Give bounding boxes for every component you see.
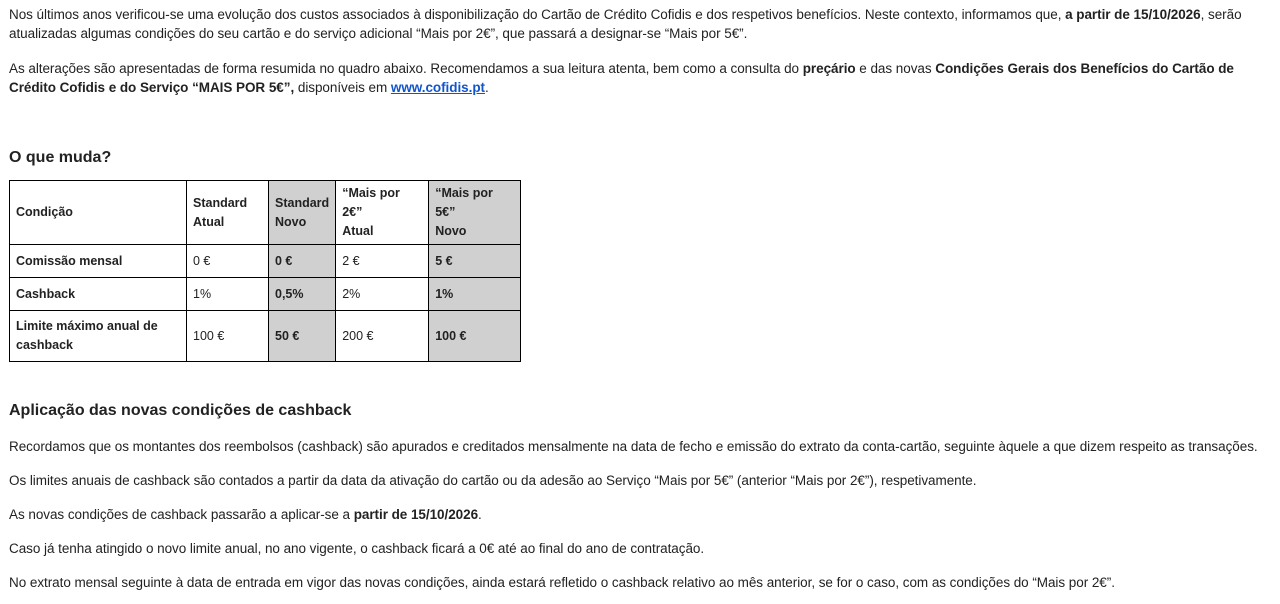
header-label: “Mais por 2€” bbox=[342, 186, 400, 219]
header-label: Atual bbox=[193, 214, 225, 229]
apply-heading: Aplicação das novas condições de cashback bbox=[9, 402, 352, 419]
cell-standard-new: 0,5% bbox=[269, 278, 336, 311]
header-condition bbox=[10, 181, 187, 245]
header-mais2-current bbox=[336, 181, 429, 245]
cofidis-link[interactable]: www.cofidis.pt bbox=[390, 80, 485, 95]
cell-standard-current: 1% bbox=[187, 278, 269, 311]
row-label: Limite máximo anual de cashback bbox=[10, 311, 187, 362]
changes-table-wrap bbox=[9, 180, 521, 362]
cell-mais2-current: 2 € bbox=[336, 245, 429, 278]
apply-paragraph-2: Os limites anuais de cashback são contados a partir da data da ativação do cartão ou da adesão ao Serviço “Mais por 5€” (anterior “Mais por 2€”), respetivamente. bbox=[9, 473, 977, 488]
effective-date-bold: a partir de 15/10/2026 bbox=[1065, 7, 1201, 22]
cell-standard-new: 50 € bbox=[269, 311, 336, 362]
apply-paragraph-3 bbox=[9, 505, 482, 524]
apply-text: . bbox=[478, 507, 482, 522]
cell-standard-current: 0 € bbox=[187, 245, 269, 278]
cell-mais5-new: 5 € bbox=[429, 245, 521, 278]
cell-mais5-new: 1% bbox=[429, 278, 521, 311]
apply-date-bold: partir de 15/10/2026 bbox=[353, 507, 479, 522]
intro-paragraph-1 bbox=[9, 5, 1274, 43]
cell-standard-new: 0 € bbox=[269, 245, 336, 278]
intro-paragraph-2 bbox=[9, 59, 1274, 97]
intro-text: As alterações são apresentadas de forma resumida no quadro abaixo. Recomendamos a sua leitura atenta, bem como a consulta do bbox=[9, 61, 803, 76]
intro-text: e das novas bbox=[855, 61, 936, 76]
cell-mais2-current: 200 € bbox=[336, 311, 429, 362]
table-row bbox=[10, 278, 521, 311]
intro-text: . bbox=[484, 80, 489, 95]
header-label: Novo bbox=[435, 224, 467, 238]
header-label: Standard bbox=[193, 195, 248, 210]
intro-text: Nos últimos anos verificou-se uma evolução dos custos associados à disponibilização do Cartão de Crédito Cofidis e dos respetivos benefícios. Neste contexto, informamos que, bbox=[9, 7, 1066, 22]
apply-paragraph-5: No extrato mensal seguinte à data de entrada em vigor das novas condições, ainda estará refletido o cashback relativo ao mês anterior, se for o caso, com as condições do “Mais por 2€”. bbox=[9, 575, 1115, 590]
header-standard-current bbox=[187, 181, 269, 245]
changes-table bbox=[9, 180, 521, 362]
table-header-row bbox=[10, 181, 521, 245]
apply-paragraph-1: Recordamos que os montantes dos reembolsos (cashback) são apurados e creditados mensalmente na data de fecho e emissão do extrato da conta-cartão, seguinte àquele a que dizem respeito as transações. bbox=[9, 439, 1258, 454]
apply-text: As novas condições de cashback passarão a aplicar-se a bbox=[9, 507, 354, 522]
changes-heading: O que muda? bbox=[9, 149, 112, 166]
header-standard-new bbox=[269, 181, 336, 245]
header-label: Condição bbox=[16, 205, 73, 219]
intro-text: disponíveis em bbox=[294, 80, 391, 95]
row-label: Cashback bbox=[10, 278, 187, 311]
table-row bbox=[10, 245, 521, 278]
row-label: Comissão mensal bbox=[10, 245, 187, 278]
cell-standard-current: 100 € bbox=[187, 311, 269, 362]
apply-paragraph-4: Caso já tenha atingido o novo limite anual, no ano vigente, o cashback ficará a 0€ até ao final do ano de contratação. bbox=[9, 541, 705, 556]
cell-mais2-current: 2% bbox=[336, 278, 429, 311]
table-row bbox=[10, 311, 521, 362]
header-label: Standard bbox=[275, 195, 330, 210]
header-label: Novo bbox=[275, 214, 307, 229]
terms-bold: Condições Gerais dos Benefícios do Cartão de Crédito Cofidis e do Serviço “MAIS POR 5€”, bbox=[9, 61, 1234, 95]
header-label: Atual bbox=[342, 224, 374, 238]
intro-text: , serão atualizadas algumas condições do seu cartão e do serviço adicional “Mais por 2€”, que passará a designar-se “Mais por 5€”. bbox=[9, 7, 1242, 41]
header-label: “Mais por 5€” bbox=[435, 186, 493, 219]
cell-mais5-new: 100 € bbox=[429, 311, 521, 362]
pricing-bold: preçário bbox=[802, 61, 856, 76]
header-mais5-new bbox=[429, 181, 521, 245]
